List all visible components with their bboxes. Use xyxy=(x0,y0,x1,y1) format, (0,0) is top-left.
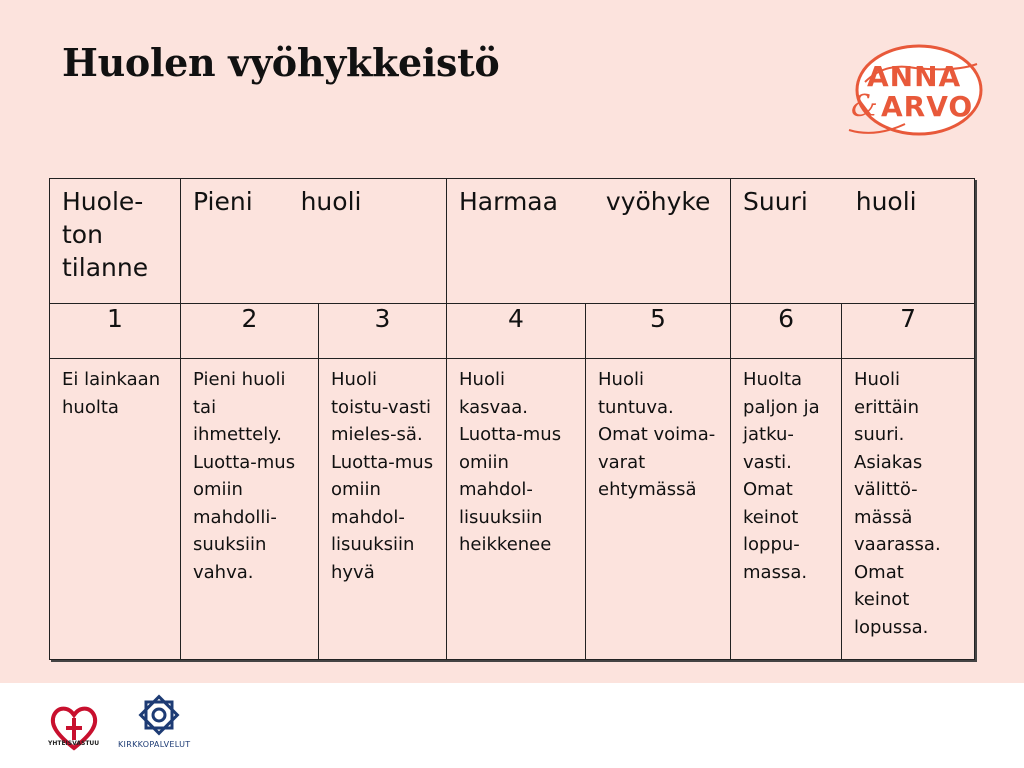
description-row xyxy=(50,359,975,660)
scale-description: Huoli erittäin suuri. Asiakas välittö-mässä vaarassa. Omat keinot lopussa. xyxy=(842,359,975,660)
scale-description: Ei lainkaan huolta xyxy=(50,359,181,660)
svg-text:ANNA: ANNA xyxy=(867,60,962,93)
kirkkopalvelut-star-logo xyxy=(136,694,182,736)
scale-description: Huoli tuntuva. Omat voima-varat ehtymässä xyxy=(586,359,731,660)
scale-number: 3 xyxy=(319,304,447,359)
scale-number-row xyxy=(50,304,975,359)
scale-number: 7 xyxy=(842,304,975,359)
scale-number: 1 xyxy=(50,304,181,359)
header-big-worry: Suuri huoli xyxy=(731,179,975,304)
worry-zone-table xyxy=(49,178,975,660)
anna-arvo-logo xyxy=(845,42,985,140)
header-no-worry: Huole-ton tilanne xyxy=(50,179,181,304)
category-header-row xyxy=(50,179,975,304)
yhteisvastuu-heart-logo xyxy=(48,697,100,757)
header-small-worry: Pieni huoli xyxy=(181,179,447,304)
scale-number: 2 xyxy=(181,304,319,359)
scale-description: Huoli kasvaa. Luotta-mus omiin mahdol-lisuuksiin heikkenee xyxy=(447,359,586,660)
scale-description: Pieni huoli tai ihmettely. Luotta-mus omiin mahdolli-suuksiin vahva. xyxy=(181,359,319,660)
scale-description: Huolta paljon ja jatku-vasti. Omat keinot loppu-massa. xyxy=(731,359,842,660)
page-title: Huolen vyöhykkeistö xyxy=(62,40,500,85)
header-grey-zone: Harmaa vyöhyke xyxy=(447,179,731,304)
scale-description: Huoli toistu-vasti mieles-sä. Luotta-mus omiin mahdol-lisuuksiin hyvä xyxy=(319,359,447,660)
scale-number: 5 xyxy=(586,304,731,359)
scale-number: 6 xyxy=(731,304,842,359)
kirkkopalvelut-label: KIRKKOPALVELUT xyxy=(118,740,191,749)
svg-text:&: & xyxy=(851,89,878,124)
scale-number: 4 xyxy=(447,304,586,359)
svg-text:ARVO: ARVO xyxy=(881,90,974,123)
yhteisvastuu-label: YHTEISVASTUU xyxy=(48,740,100,747)
